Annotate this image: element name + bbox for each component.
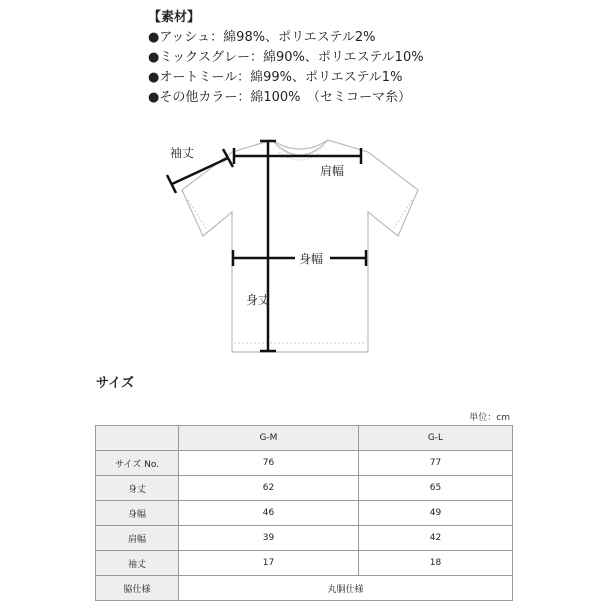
row-label: サイズ No. bbox=[96, 451, 179, 476]
length-label: 身丈 bbox=[246, 293, 271, 307]
length-measure-line bbox=[260, 141, 276, 351]
table-row bbox=[96, 476, 513, 501]
table-header-cell: G-M bbox=[179, 426, 359, 451]
table-cell: 62 bbox=[179, 476, 359, 501]
unit-label: 単位：cm bbox=[469, 413, 510, 423]
table-row bbox=[96, 551, 513, 576]
material-item: ●アッシュ：綿98%、ポリエステル2% bbox=[148, 30, 376, 45]
row-label: 袖丈 bbox=[96, 551, 179, 576]
table-cell: 77 bbox=[358, 451, 512, 476]
tshirt-outline bbox=[182, 140, 418, 352]
shoulder-measure-line bbox=[234, 148, 361, 164]
table-cell: 46 bbox=[179, 501, 359, 526]
size-table bbox=[95, 425, 513, 601]
size-section-title: サイズ bbox=[96, 376, 134, 391]
table-cell: 42 bbox=[358, 526, 512, 551]
row-label: 身幅 bbox=[96, 501, 179, 526]
material-item: ●ミックスグレー：綿90%、ポリエステル10% bbox=[148, 50, 424, 65]
table-cell: 17 bbox=[179, 551, 359, 576]
table-cell: 76 bbox=[179, 451, 359, 476]
table-row bbox=[96, 451, 513, 476]
table-cell: 39 bbox=[179, 526, 359, 551]
materials-title: 【素材】 bbox=[148, 10, 201, 25]
row-label: 身丈 bbox=[96, 476, 179, 501]
shoulder-label: 肩幅 bbox=[320, 164, 345, 178]
table-row bbox=[96, 526, 513, 551]
table-cell: 丸胴仕様 bbox=[179, 576, 513, 601]
table-cell: 18 bbox=[358, 551, 512, 576]
table-footer-row bbox=[96, 576, 513, 601]
table-row bbox=[96, 501, 513, 526]
material-item: ●オートミール：綿99%、ポリエステル1% bbox=[148, 70, 403, 85]
table-header-cell bbox=[96, 426, 179, 451]
sleeve-label: 袖丈 bbox=[170, 146, 195, 160]
row-label: 肩幅 bbox=[96, 526, 179, 551]
table-header-row bbox=[96, 426, 513, 451]
width-label: 身幅 bbox=[299, 252, 324, 266]
table-cell: 65 bbox=[358, 476, 512, 501]
table-cell: 49 bbox=[358, 501, 512, 526]
table-header-cell: G-L bbox=[358, 426, 512, 451]
row-label: 脇仕様 bbox=[96, 576, 179, 601]
material-item: ●その他カラー：綿100% （セミコーマ糸） bbox=[148, 90, 412, 105]
